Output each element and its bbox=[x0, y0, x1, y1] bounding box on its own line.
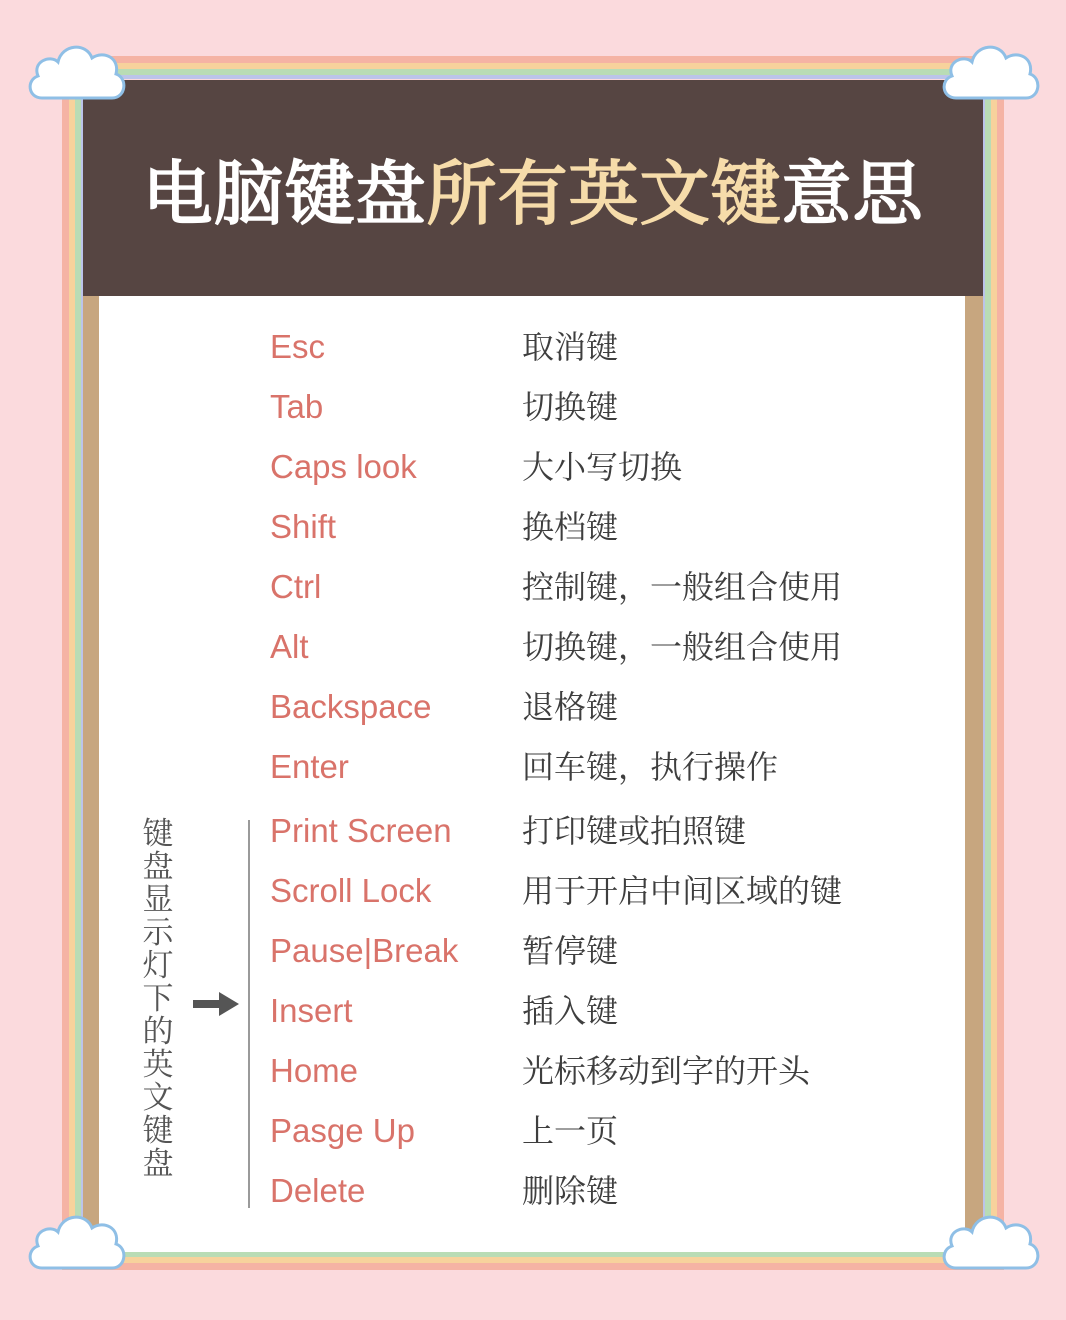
group-bracket-line bbox=[248, 820, 250, 1208]
key-name: Home bbox=[270, 1052, 359, 1089]
key-name: Tab bbox=[270, 388, 324, 425]
key-name: Insert bbox=[270, 992, 353, 1029]
key-meaning: 退格键 bbox=[522, 688, 619, 726]
key-meaning: 上一页 bbox=[522, 1112, 619, 1150]
list-item bbox=[99, 1046, 965, 1096]
key-name: Print Screen bbox=[270, 812, 452, 849]
arrow-right-icon bbox=[193, 990, 239, 1018]
key-meaning: 暂停键 bbox=[522, 932, 619, 970]
key-name: Alt bbox=[270, 628, 309, 665]
list-item bbox=[99, 682, 965, 732]
key-meaning: 插入键 bbox=[522, 992, 619, 1030]
content-panel bbox=[99, 296, 965, 1252]
key-meaning: 换档键 bbox=[522, 508, 619, 546]
key-meaning: 切换键 bbox=[522, 388, 619, 426]
title-part-2-highlight: 所有英文键 bbox=[426, 152, 782, 235]
list-item bbox=[99, 382, 965, 432]
page-title bbox=[143, 138, 924, 239]
key-meaning: 光标移动到字的开头 bbox=[522, 1052, 811, 1090]
key-name: Ctrl bbox=[270, 568, 322, 605]
key-name: Delete bbox=[270, 1172, 366, 1209]
list-item bbox=[99, 442, 965, 492]
list-item bbox=[99, 742, 965, 792]
cloud-icon bbox=[24, 36, 130, 114]
title-part-3: 意思 bbox=[781, 152, 924, 235]
header-banner bbox=[83, 80, 983, 296]
list-item bbox=[99, 562, 965, 612]
key-name: Enter bbox=[270, 748, 349, 785]
title-part-1: 电脑键盘 bbox=[142, 152, 427, 235]
list-item bbox=[99, 1106, 965, 1156]
key-meaning: 控制键，一般组合使用 bbox=[522, 568, 843, 606]
list-item bbox=[99, 502, 965, 552]
list-item bbox=[99, 866, 965, 916]
key-meaning: 切换键，一般组合使用 bbox=[522, 628, 843, 666]
list-item bbox=[99, 1166, 965, 1216]
key-name: Backspace bbox=[270, 688, 432, 725]
key-name: Pause|Break bbox=[270, 932, 459, 969]
side-vertical-label: 键盘显示灯下的英文键盘 bbox=[142, 816, 174, 1182]
cloud-icon bbox=[938, 1206, 1044, 1284]
list-item bbox=[99, 622, 965, 672]
cloud-icon bbox=[24, 1206, 130, 1284]
key-name: Caps look bbox=[270, 448, 417, 485]
key-meaning: 回车键，执行操作 bbox=[522, 748, 779, 786]
key-name: Pasge Up bbox=[270, 1112, 415, 1149]
key-name: Scroll Lock bbox=[270, 872, 432, 909]
key-meaning: 用于开启中间区域的键 bbox=[522, 872, 843, 910]
key-meaning: 大小写切换 bbox=[522, 448, 683, 486]
cloud-icon bbox=[938, 36, 1044, 114]
key-meaning: 删除键 bbox=[522, 1172, 619, 1210]
list-item bbox=[99, 806, 965, 856]
key-name: Shift bbox=[270, 508, 337, 545]
key-meaning: 取消键 bbox=[522, 328, 619, 366]
list-item bbox=[99, 322, 965, 372]
list-item bbox=[99, 926, 965, 976]
key-name: Esc bbox=[270, 328, 326, 365]
key-meaning: 打印键或拍照键 bbox=[522, 812, 747, 850]
